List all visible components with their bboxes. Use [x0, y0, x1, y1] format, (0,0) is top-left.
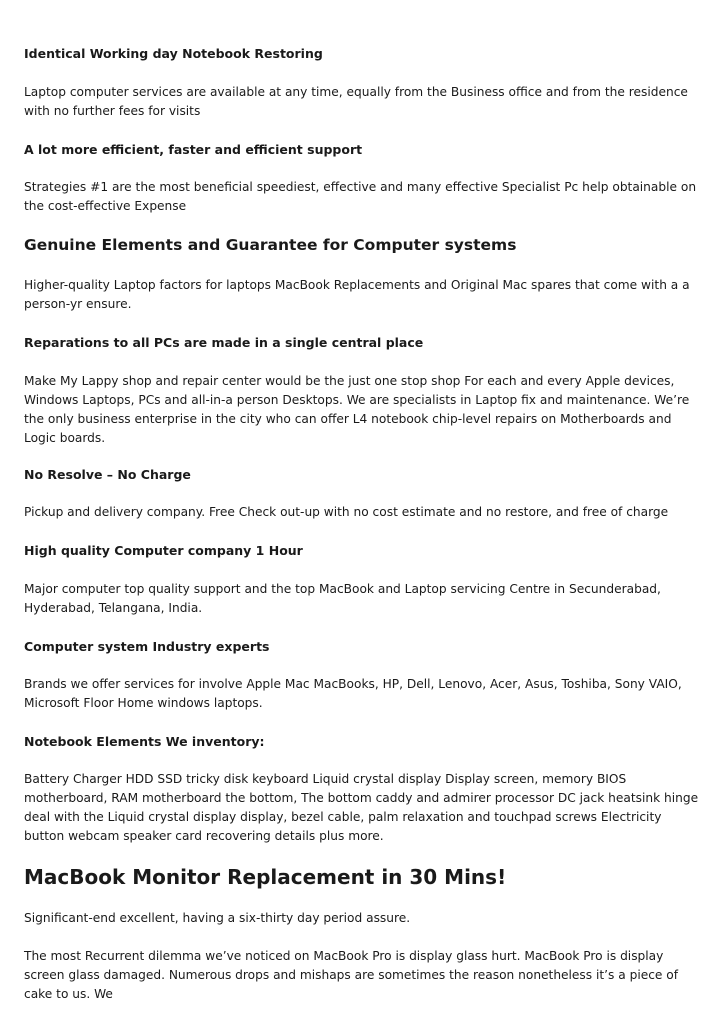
- section-paragraph: Brands we offer services for involve Apple Mac MacBooks, HP, Dell, Lenovo, Acer, Asus, Toshiba, Sony VAIO, Microsoft Floor Home windows laptops.: [24, 677, 682, 710]
- section-heading: MacBook Monitor Replacement in 30 Mins!: [24, 865, 507, 889]
- section-paragraph: Significant-end excellent, having a six-thirty day period assure.: [24, 911, 411, 925]
- section-heading: Notebook Elements We inventory:: [24, 734, 265, 749]
- section-paragraph: Major computer top quality support and the top MacBook and Laptop servicing Centre in Secunderabad, Hyderabad, Telangana, India.: [24, 582, 661, 615]
- section-paragraph: Make My Lappy shop and repair center would be the just one stop shop For each and every Apple devices, Windows Laptops, PCs and all-in-a person Desktops. We are specialists in Laptop fix and maintenance. We’re the only business enterprise in the city who can offer L4 notebook chip-level repairs on Motherboards and Logic boards.: [24, 374, 690, 445]
- section-heading: High quality Computer company 1 Hour: [24, 543, 303, 558]
- section-heading: No Resolve – No Charge: [24, 467, 191, 482]
- section-heading: Genuine Elements and Guarantee for Computer systems: [24, 236, 517, 254]
- section-paragraph: Higher-quality Laptop factors for laptops MacBook Replacements and Original Mac spares that come with a a person-yr ensure.: [24, 278, 690, 311]
- section-paragraph: Battery Charger HDD SSD tricky disk keyboard Liquid crystal display Display screen, memory BIOS motherboard, RAM motherboard the bottom, The bottom caddy and admirer processor DC jack heatsink hinge deal with the Liquid crystal display display, bezel cable, palm relaxation and touchpad screws Electricity button webcam speaker card recovering details plus more.: [24, 772, 699, 843]
- section-paragraph: Laptop computer services are available at any time, equally from the Business office and from the residence with no further fees for visits: [24, 85, 688, 118]
- section-paragraph: The most Recurrent dilemma we’ve noticed on MacBook Pro is display glass hurt. MacBook Pro is display screen glass damaged. Numerous drops and mishaps are sometimes the reason nonetheless it’s a piece of cake to us. We: [24, 949, 679, 1001]
- section-heading: Identical Working day Notebook Restoring: [24, 46, 323, 61]
- section-paragraph: Pickup and delivery company. Free Check out-up with no cost estimate and no restore, and free of charge: [24, 505, 669, 519]
- section-heading: Reparations to all PCs are made in a single central place: [24, 335, 424, 350]
- section-heading: A lot more efficient, faster and efficient support: [24, 142, 363, 157]
- section-heading: Computer system Industry experts: [24, 639, 270, 654]
- section-paragraph: Strategies #1 are the most beneficial speediest, effective and many effective Specialist Pc help obtainable on the cost-effective Expense: [24, 180, 697, 213]
